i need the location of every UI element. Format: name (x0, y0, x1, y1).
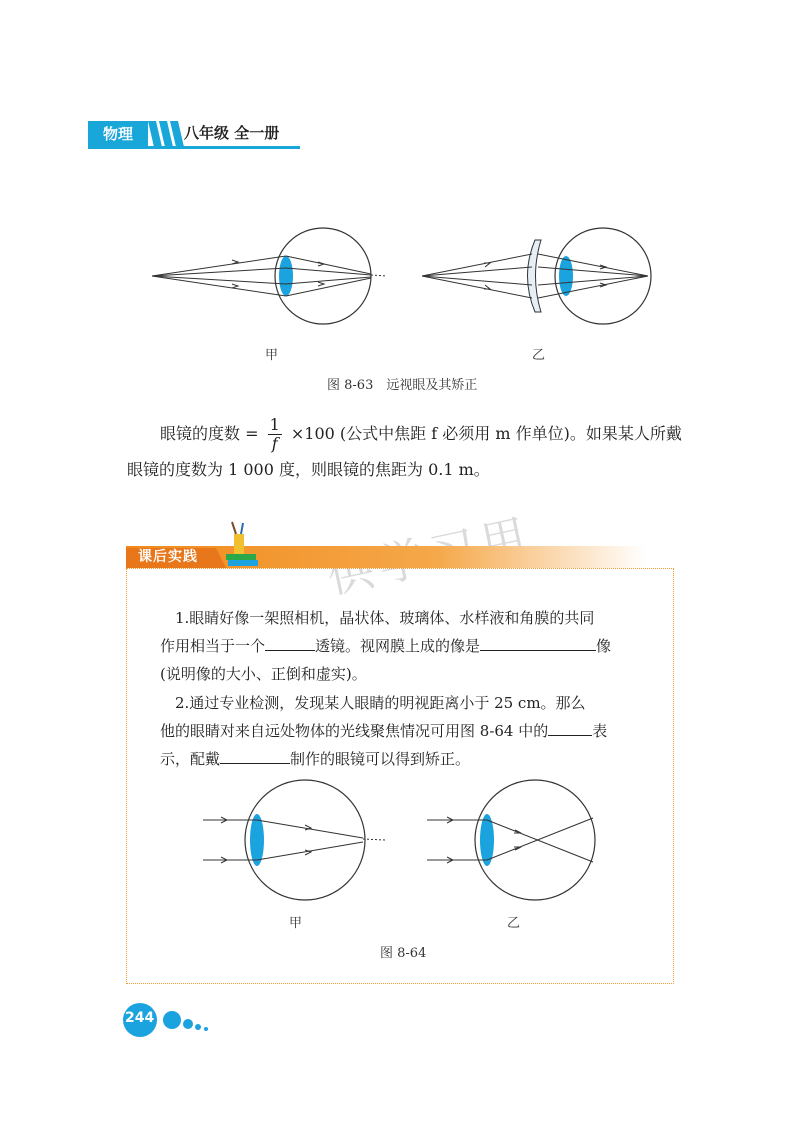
q1-text-1: 作用相当于一个 (160, 637, 266, 655)
q1-line-c: (说明像的大小、正倒和虚实)。 (160, 665, 367, 683)
q1-text-2: 透镜。视网膜上成的像是 (315, 637, 481, 655)
books-pencil-icon (226, 522, 258, 566)
corrected-eye-diagram (422, 228, 651, 324)
formula-line (160, 416, 682, 453)
farsighted-eye-diagram (152, 228, 386, 324)
q2-text-2: 表 (592, 722, 608, 740)
figure-8-64-label-a: 甲 (289, 916, 303, 931)
q2-line-a: 2.通过专业检测，发现某人眼睛的明视距离小于 25 cm。那么 (175, 694, 586, 712)
fraction-numerator: 1 (269, 415, 280, 434)
practice-title: 课后实践 (138, 549, 198, 565)
figure-8-63-label-a: 甲 (265, 348, 279, 363)
figure-8-63 (140, 218, 660, 336)
q2-line-c (160, 745, 470, 773)
q2-text-4: 制作的眼镜可以得到矫正。 (290, 750, 471, 768)
q1-line-b (160, 632, 611, 660)
page-number: 244 (125, 1010, 155, 1026)
practice-banner (126, 520, 646, 570)
header-grade: 八年级 全一册 (184, 124, 280, 142)
q2-blank-figure[interactable] (548, 719, 592, 736)
header-subject: 物理 (88, 121, 148, 147)
formula-suffix: ×100 (公式中焦距 f 必须用 m 作单位)。如果某人所戴 (290, 424, 682, 443)
figure-8-64-label-b: 乙 (507, 916, 521, 931)
formula-fraction (268, 416, 282, 453)
header-chevrons (148, 121, 184, 147)
eye-diagram-b (427, 780, 595, 900)
q1-line-a: 1.眼睛好像一架照相机，晶状体、玻璃体、水样液和角膜的共同 (175, 609, 595, 627)
eye-diagram-a (203, 780, 385, 900)
fraction-denominator: f (271, 434, 278, 453)
figure-8-64 (195, 776, 605, 904)
formula-line-2: 眼镜的度数为 1 000 度，则眼镜的焦距为 0.1 m。 (127, 460, 490, 479)
q2-blank-lens[interactable] (220, 747, 290, 764)
figure-8-63-caption: 图 8-63 远视眼及其矫正 (327, 378, 478, 393)
q1-blank-lens[interactable] (265, 634, 315, 651)
figure-8-64-caption: 图 8-64 (380, 946, 427, 961)
q2-line-b (160, 717, 607, 745)
formula-prefix: 眼镜的度数 = (160, 424, 259, 443)
figure-8-63-label-b: 乙 (532, 348, 546, 363)
q1-blank-image[interactable] (480, 634, 596, 651)
q1-text-3: 像 (596, 637, 612, 655)
q2-text-3: 示，配戴 (160, 750, 221, 768)
q2-text-1: 他的眼睛对来自远处物体的光线聚焦情况可用图 8-64 中的 (160, 722, 549, 740)
